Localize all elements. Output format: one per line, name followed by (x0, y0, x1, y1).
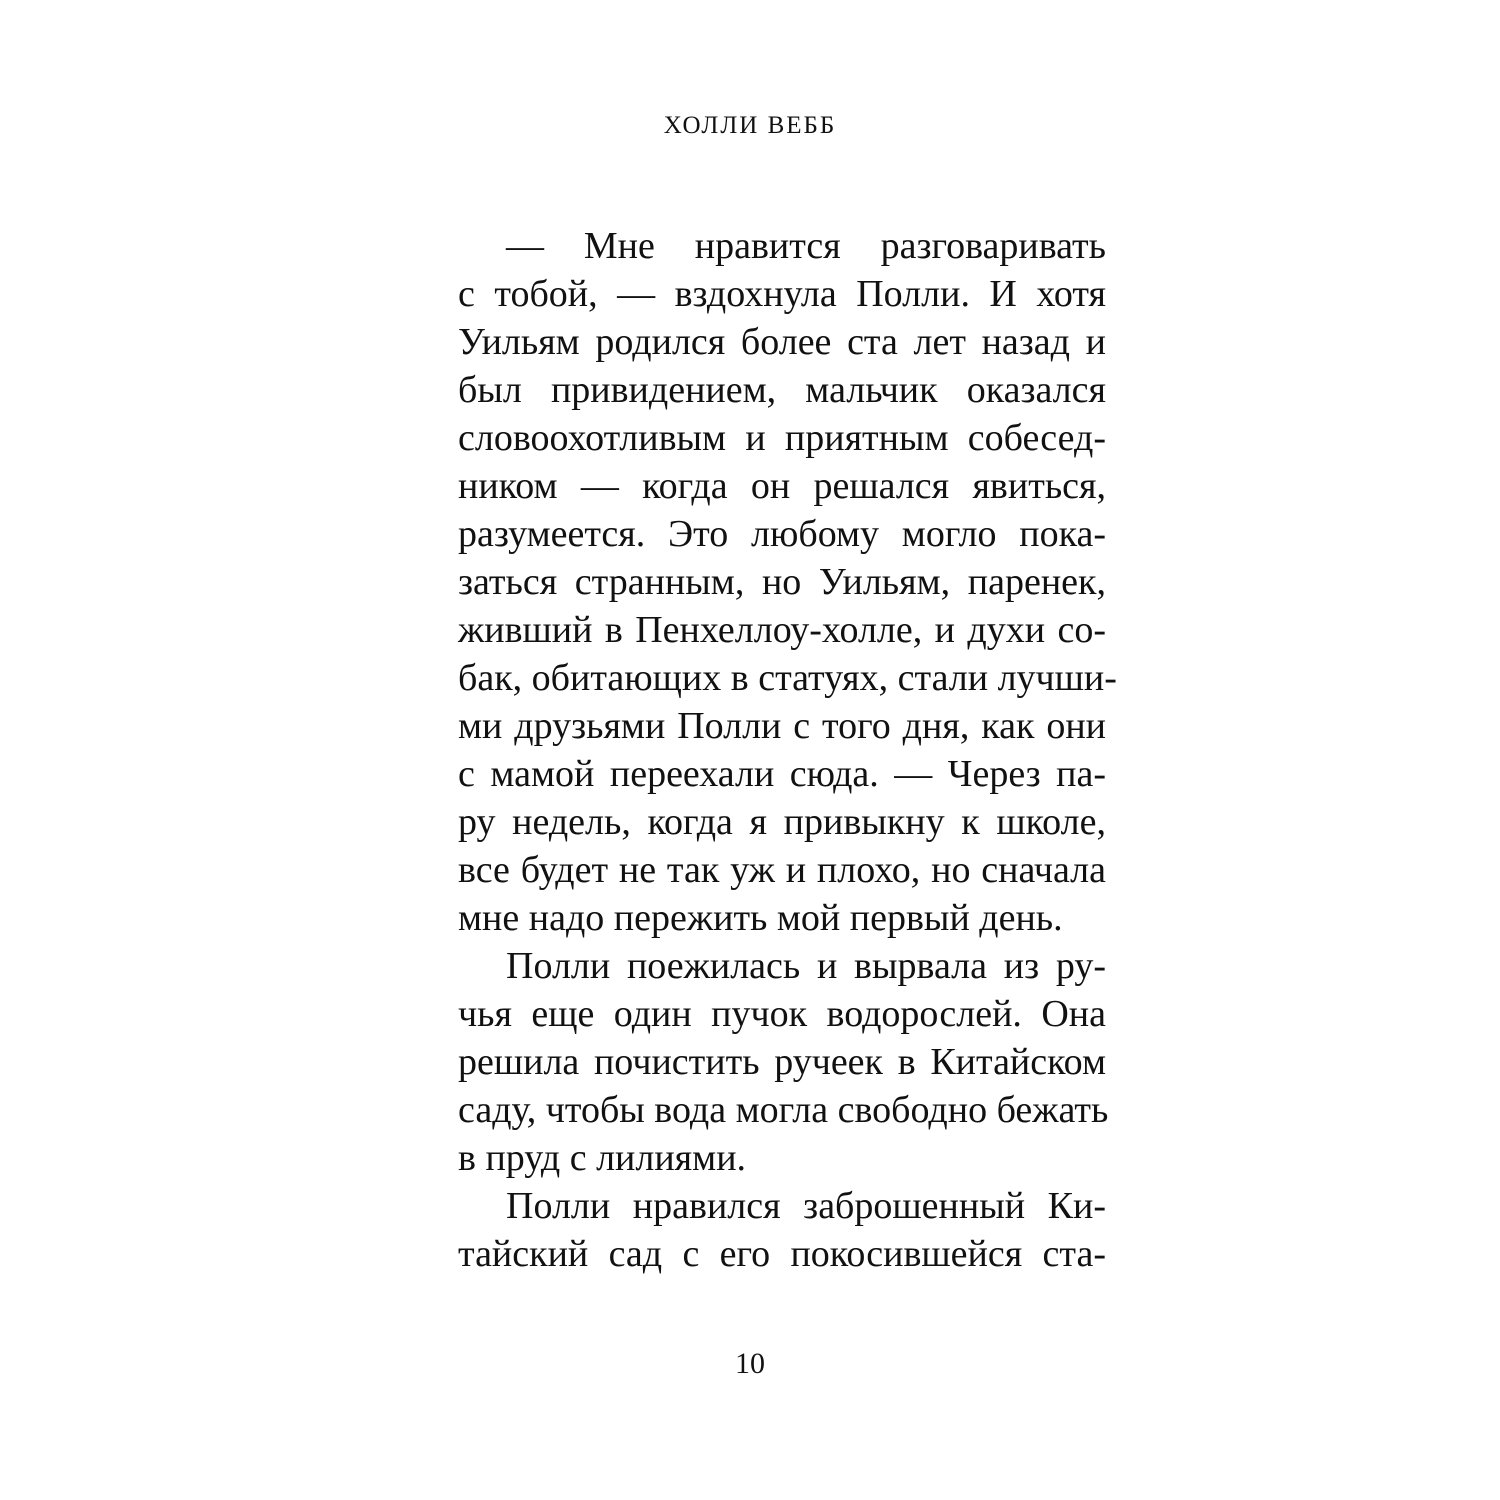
text-line: ми друзьями Полли с того дня, как они (458, 705, 1106, 747)
text-line: разумеется. Это любому могло пока- (458, 513, 1106, 555)
text-line: в пруд с лилиями. (458, 1137, 747, 1179)
text-line: ру недель, когда я привыкну к школе, (458, 801, 1106, 843)
running-header-author: ХОЛЛИ ВЕББ (663, 112, 837, 139)
text-line: решила почистить ручеек в Китайском (458, 1041, 1106, 1083)
text-line: словоохотливым и приятным собесед- (458, 417, 1106, 459)
text-line: бак, обитающих в статуях, стали лучши- (458, 657, 1117, 699)
text-line: с мамой переехали сюда. — Через па- (458, 753, 1106, 795)
text-line: живший в Пенхеллоу-холле, и духи со- (458, 609, 1106, 651)
text-line: чья еще один пучок водорослей. Она (458, 993, 1106, 1035)
text-line: был привидением, мальчик оказался (458, 369, 1106, 411)
text-line: ником — когда он решался явиться, (458, 465, 1106, 507)
text-line: Уильям родился более ста лет назад и (458, 321, 1106, 363)
page-number: 10 (735, 1347, 765, 1380)
text-line: Полли поежилась и вырвала из ру- (506, 945, 1106, 987)
text-line: заться странным, но Уильям, паренек, (458, 561, 1106, 603)
text-line: с тобой, — вздохнула Полли. И хотя (458, 273, 1106, 315)
text-line: саду, чтобы вода могла свободно бежать (458, 1089, 1109, 1131)
body-text (458, 222, 1117, 1278)
text-line: мне надо пережить мой первый день. (458, 897, 1063, 939)
text-line: тайский сад с его покосившейся ста- (458, 1233, 1106, 1275)
text-line: Полли нравился заброшенный Ки- (506, 1185, 1106, 1227)
text-line: все будет не так уж и плохо, но сначала (458, 849, 1106, 891)
text-line: — Мне нравится разговаривать (506, 225, 1106, 267)
